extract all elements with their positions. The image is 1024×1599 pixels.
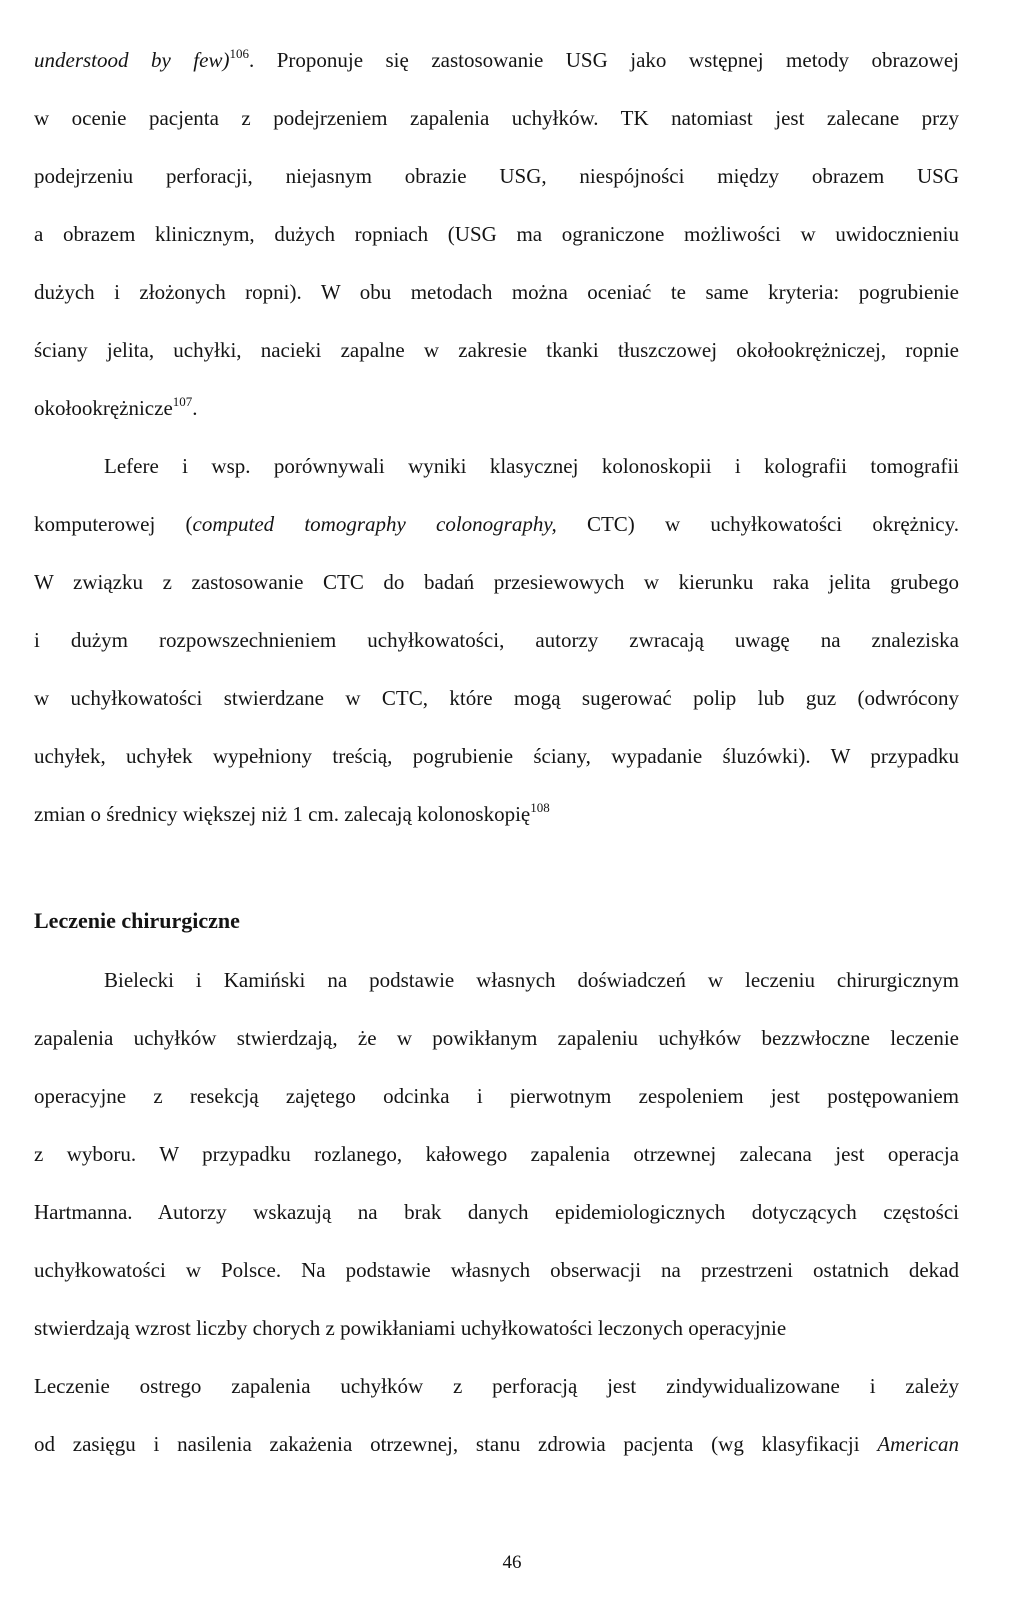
text-run: . [192, 396, 198, 420]
paragraph-2-line-3: W związku z zastosowanie CTC do badań przesiewowych w kierunku raka jelita grubego [34, 570, 959, 594]
text-run: . Proponuje się zastosowanie USG jako wstępnej metody obrazowej [248, 48, 959, 72]
paragraph-2-line-2 [34, 510, 959, 538]
paragraph-3-line-4: z wyboru. W przypadku rozlanego, kałowego zapalenia otrzewnej zalecana jest operacja [34, 1142, 959, 1166]
text-run: od zasięgu i nasilenia zakażenia otrzewnej, stanu zdrowia pacjenta (wg klasyfikacji [34, 1432, 878, 1456]
paragraph-2-line-7 [34, 800, 959, 828]
paragraph-1-line-4: a obrazem klinicznym, dużych ropniach (USG ma ograniczone możliwości w uwidocznieniu [34, 222, 959, 246]
paragraph-3-line-7: stwierdzają wzrost liczby chorych z powikłaniami uchyłkowatości leczonych operacyjnie [34, 1316, 787, 1340]
paragraph-1-line-3: podejrzeniu perforacji, niejasnym obrazie USG, niespójności między obrazem USG [34, 164, 959, 188]
paragraph-2-line-5: w uchyłkowatości stwierdzane w CTC, które mogą sugerować polip lub guz (odwrócony [34, 686, 959, 710]
paragraph-3-line-5: Hartmanna. Autorzy wskazują na brak danych epidemiologicznych dotyczących częstości [34, 1200, 959, 1224]
paragraph-1-line-5: dużych i złożonych ropni). W obu metodach można oceniać te same kryteria: pogrubienie [34, 280, 959, 304]
paragraph-4-line-1: Leczenie ostrego zapalenia uchyłków z perforacją jest zindywidualizowane i zależy [34, 1374, 959, 1398]
paragraph-2-line-6: uchyłek, uchyłek wypełniony treścią, pogrubienie ściany, wypadanie śluzówki). W przypadku [34, 744, 959, 768]
italic-phrase: computed tomography colonography, [192, 512, 557, 536]
paragraph-4-line-2 [34, 1430, 959, 1458]
page-number: 46 [502, 1552, 522, 1573]
paragraph-1-line-7 [34, 394, 959, 422]
text-run: zmian o średnicy większej niż 1 cm. zalecają kolonoskopię [34, 802, 531, 826]
text-run: CTC) w uchyłkowatości okrężnicy. [556, 512, 960, 536]
italic-phrase: American [877, 1432, 959, 1456]
text-run: komputerowej ( [34, 512, 193, 536]
paragraph-1-line-2: w ocenie pacjenta z podejrzeniem zapalenia uchyłków. TK natomiast jest zalecane przy [34, 106, 959, 130]
footnote-ref: 106 [229, 46, 249, 61]
text-run: okołookrężnicze [34, 396, 173, 420]
paragraph-1-line-1 [34, 46, 959, 74]
footnote-ref: 108 [530, 800, 550, 815]
footnote-ref: 107 [172, 394, 193, 409]
paragraph-3-line-2: zapalenia uchyłków stwierdzają, że w powikłanym zapaleniu uchyłków bezzwłoczne leczenie [34, 1026, 959, 1050]
paragraph-1-line-6: ściany jelita, uchyłki, nacieki zapalne w zakresie tkanki tłuszczowej okołookrężniczej, ropnie [34, 338, 959, 362]
paragraph-3-line-6: uchyłkowatości w Polsce. Na podstawie własnych obserwacji na przestrzeni ostatnich dekad [34, 1258, 959, 1282]
paragraph-3-line-1: Bielecki i Kamiński na podstawie własnych doświadczeń w leczeniu chirurgicznym [104, 968, 959, 992]
section-heading: Leczenie chirurgiczne [34, 908, 240, 933]
paragraph-2-line-4: i dużym rozpowszechnieniem uchyłkowatości, autorzy zwracają uwagę na znaleziska [34, 628, 959, 652]
paragraph-3-line-3: operacyjne z resekcją zajętego odcinka i pierwotnym zespoleniem jest postępowaniem [34, 1084, 959, 1108]
paragraph-2-line-1: Lefere i wsp. porównywali wyniki klasycznej kolonoskopii i kolografii tomografii [104, 454, 959, 478]
italic-phrase: understood by few) [34, 48, 230, 72]
